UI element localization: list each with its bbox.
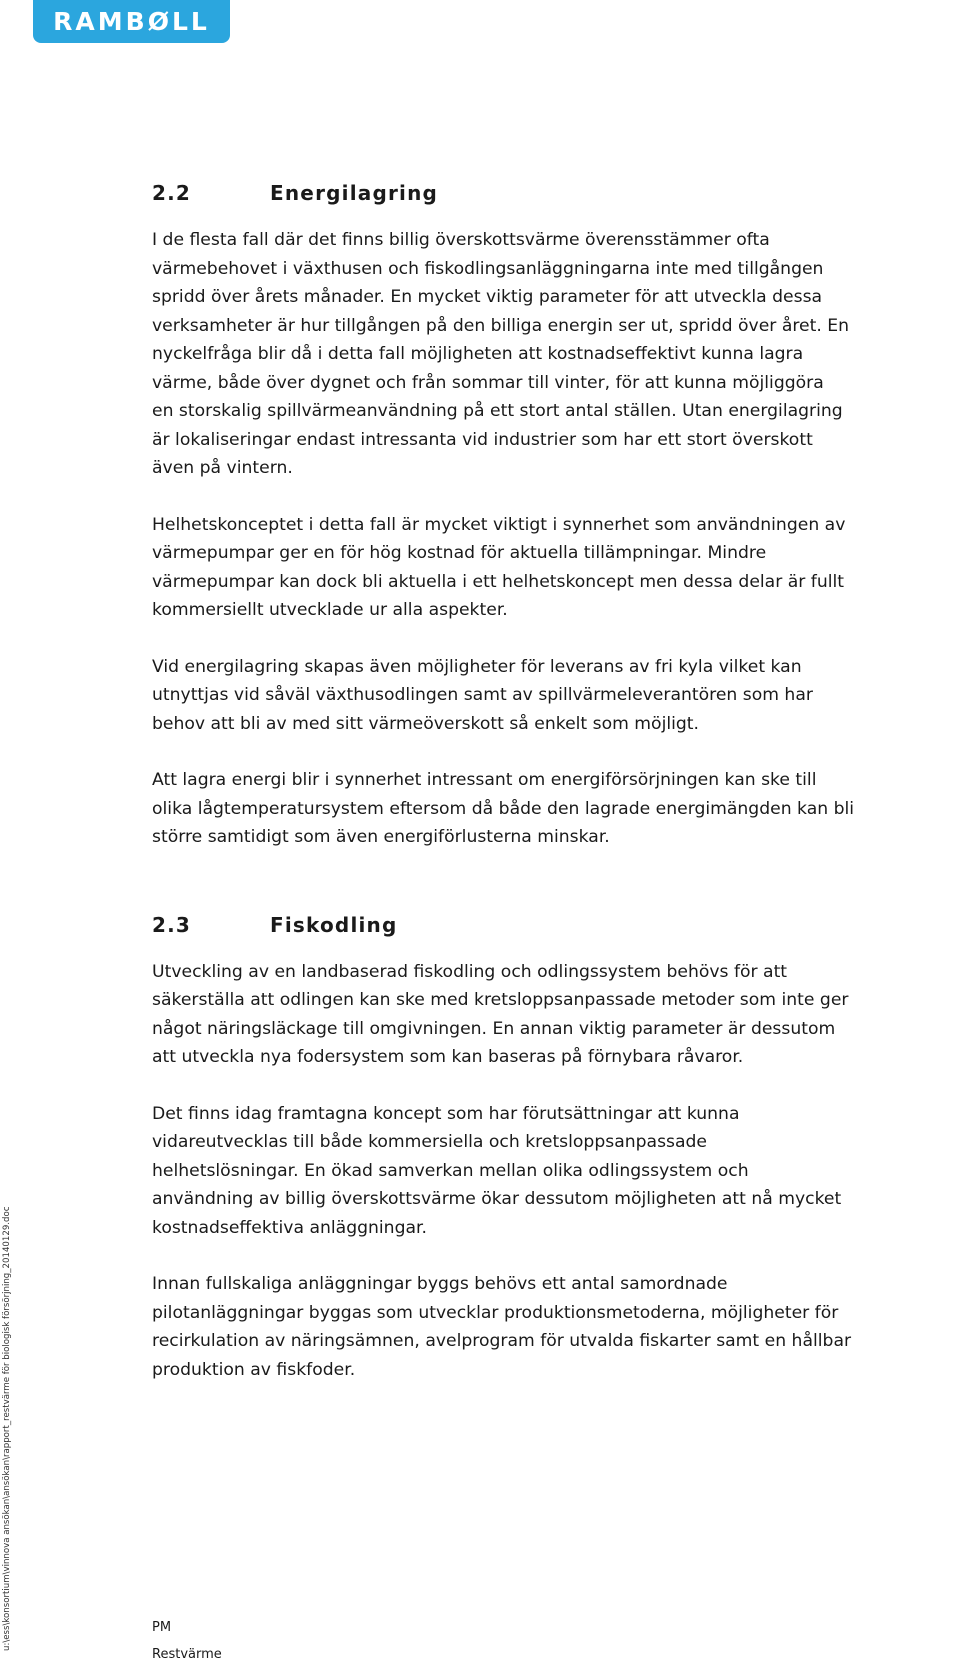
document-body: [152, 175, 960, 1384]
section-title: Energilagring: [270, 181, 439, 205]
paragraph: Helhetskonceptet i detta fall är mycket viktigt i synnerhet som användningen av värmepumpar ger en för hög kostnad för aktuella tillämpningar. Mindre värmepumpar kan dock bli aktuella i ett helhetskoncept men dessa delar är fullt kommersiellt utvecklade ur alla aspekter.: [152, 514, 846, 620]
footer-document-title: Restvärme: [152, 1647, 222, 1662]
paragraph: Att lagra energi blir i synnerhet intressant om energiförsörjningen kan ske till olika lågtemperatursystem eftersom då både den lagrade energimängden kan bli större samtidigt som även energiförlusterna minskar.: [152, 770, 855, 847]
paragraph: Utveckling av en landbaserad fiskodling och odlingssystem behövs för att säkerställa att odlingen kan ske med kretsloppsanpassade metoder som inte ger något näringsläckage till omgivningen. En annan viktig parameter är dessutom att utveckla nya fodersystem som kan baseras på förnybara råvaror.: [152, 961, 849, 1067]
paragraph: I de flesta fall där det finns billig överskottsvärme överensstämmer ofta värmebehovet i växthusen och fiskodlingsanläggningarna inte med tillgången spridd över årets månader. En mycket viktig parameter för att utveckla dessa verksamheter är hur tillgången på den billiga energin ser ut, spridd över året. En nyckelfråga blir då i detta fall möjligheten att kostnadseffektivt kunna lagra värme, både över dygnet och från sommar till vinter, för att kunna möjliggöra en storskalig spillvärmeanvändning på ett stort antal ställen. Utan energilagring är lokaliseringar endast intressanta vid industrier som har ett stort överskott även på vintern.: [152, 230, 850, 478]
footer-document-type: PM: [152, 1620, 172, 1635]
company-logo: [33, 0, 230, 43]
paragraph: Det finns idag framtagna koncept som har förutsättningar att kunna vidareutvecklas till både kommersiella och kretsloppsanpassade helhetslösningar. En ökad samverkan mellan olika odlingssystem och användning av billig överskottsvärme ökar dessutom möjligheten att nå mycket kostnadseffektiva anläggningar.: [152, 1103, 842, 1238]
paragraph: Innan fullskaliga anläggningar byggs behövs ett antal samordnade pilotanläggningar byggas som utvecklar produktionsmetoderna, möjligheter för recirkulation av näringsämnen, avelprogram för utvalda fiskarter samt en hållbar produktion av fiskfoder.: [152, 1274, 852, 1380]
section-number: 2.3: [152, 912, 192, 937]
section-title: Fiskodling: [270, 912, 398, 937]
logo-text: RAMBØLL: [53, 7, 210, 36]
section-heading-fiskodling: [152, 907, 960, 943]
page-footer: [152, 1614, 222, 1668]
side-file-path: u:\ess\konsortium\vinnova ansökan\ansökan\rapport_restvärme för biologisk försörjning_20140129.doc: [2, 1206, 12, 1651]
section-number: 2.2: [152, 181, 192, 205]
section-heading-energilagring: [152, 175, 960, 211]
paragraph: Vid energilagring skapas även möjligheter för leverans av fri kyla vilket kan utnyttjas vid såväl växthusodlingen samt av spillvärmeleverantören som har behov att bli av med sitt värmeöverskott så enkelt som möjligt.: [152, 656, 813, 734]
